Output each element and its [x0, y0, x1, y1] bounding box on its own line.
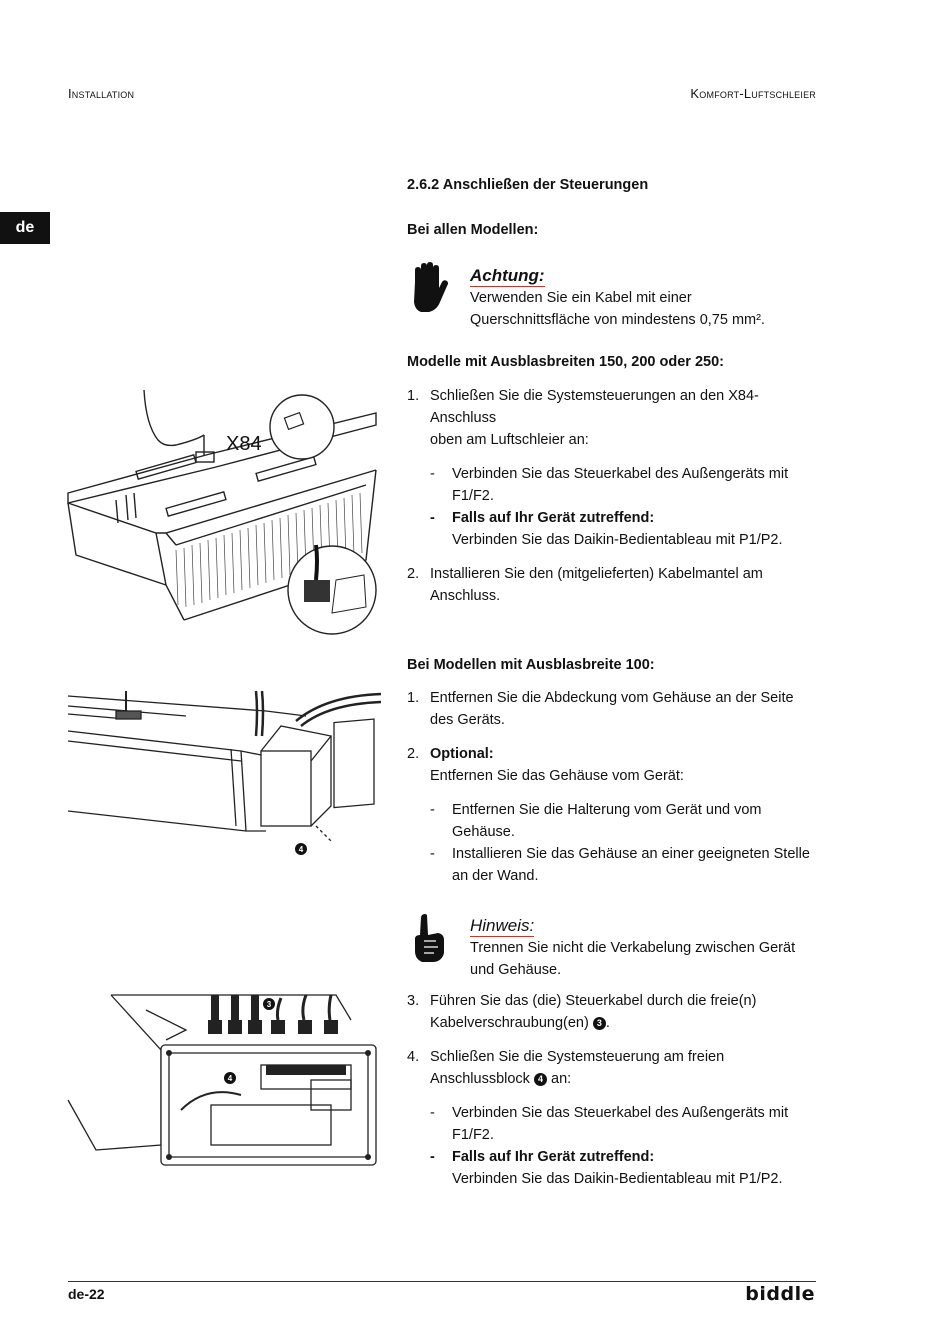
all-models-heading: Bei allen Modellen:: [407, 222, 539, 238]
footer-divider: [68, 1281, 816, 1282]
step-4-num: 4.: [407, 1049, 420, 1065]
wide-step-1-line-1: Schließen Sie die Systemsteuerungen an den X84-Anschluss: [430, 388, 759, 426]
step-4-line-2-wrap: [430, 1068, 817, 1090]
narrow-step-2-num: 2.: [407, 746, 420, 762]
wide-step-2-line-1: Installieren Sie den (mitgelieferten) Kabelmantel am: [430, 566, 763, 582]
narrow-sub-1-line-1: Entfernen Sie die Halterung vom Gerät und vom: [452, 802, 762, 818]
narrow-step-2-line-2: Entfernen Sie das Gehäuse vom Gerät:: [430, 768, 684, 784]
wide-sub-2-line-2: Verbinden Sie das Daikin-Bedientableau mit P1/P2.: [452, 532, 783, 548]
section-title: 2.6.2 Anschließen der Steuerungen: [407, 177, 649, 193]
wide-step-1-line-2: oben am Luftschleier an:: [430, 432, 589, 448]
steps-3-4-list: [407, 990, 817, 1190]
narrow-models-list: [407, 687, 817, 887]
narrow-sub-1-line-2: Gehäuse.: [452, 824, 515, 840]
hint-line-1: Trennen Sie nicht die Verkabelung zwischen Gerät: [470, 940, 796, 956]
narrow-sub-1: - Entfernen Sie die Halterung vom Gerät und vom Gehäuse.: [407, 799, 817, 843]
step4-sub-1-line-1: Verbinden Sie das Steuerkabel des Außengeräts mit: [452, 1105, 789, 1121]
narrow-step-2: [407, 743, 817, 787]
step-3-line-2-wrap: Kabelverschraubung(en) 3 .: [430, 1015, 610, 1031]
header-right: Komfort-Luftschleier: [690, 86, 816, 101]
page-number: de-22: [68, 1286, 105, 1302]
wide-models-heading: Modelle mit Ausblasbreiten 150, 200 oder 250:: [407, 354, 724, 370]
step-3: [407, 990, 817, 1034]
wide-sub-1-line-2: F1/F2.: [452, 488, 494, 504]
hand-pointing-icon: [412, 913, 446, 963]
step4-sub-2: - Falls auf Ihr Gerät zutreffend: Verbinden Sie das Daikin-Bedientableau mit P1/P2.: [407, 1146, 817, 1190]
hint-title: Hinweis:: [470, 916, 535, 935]
step-4-line-2b: an:: [551, 1071, 572, 1087]
step-4: [407, 1046, 817, 1090]
step4-sub-1-line-2: F1/F2.: [452, 1127, 494, 1143]
caution-line-2: Querschnittsfläche von mindestens 0,75 mm².: [470, 312, 765, 328]
wide-sub-1-line-1: Verbinden Sie das Steuerkabel des Außengeräts mit: [452, 466, 789, 482]
narrow-step-1-line-1: Entfernen Sie die Abdeckung vom Gehäuse an der Seite: [430, 690, 794, 706]
caution-title: Achtung:: [470, 266, 545, 285]
brand-logo: biddle: [745, 1283, 815, 1305]
callout-3-badge: 3: [593, 1017, 606, 1030]
step4-sub-2-bold: Falls auf Ihr Gerät zutreffend:: [452, 1149, 655, 1165]
step-4-line-1: Schließen Sie die Systemsteuerung am freien: [430, 1049, 725, 1065]
narrow-step-1-line-2: des Geräts.: [430, 712, 505, 728]
figure2-callout-4: 4: [298, 845, 304, 854]
wide-models-list: [407, 385, 817, 607]
figure-housing-removal: [66, 686, 381, 861]
figure3-callout-4: 4: [227, 1074, 233, 1083]
wide-step-2: [407, 563, 817, 607]
narrow-sub-2-line-1: Installieren Sie das Gehäuse an einer geeigneten Stelle: [452, 846, 810, 862]
figure-air-curtain-x84: [66, 385, 381, 635]
figure-terminal-housing: [66, 990, 381, 1175]
wide-step-2-line-2: Anschluss.: [430, 588, 501, 604]
step-4-line-2a: Anschlussblock: [430, 1071, 530, 1087]
wide-sub-2: - Falls auf Ihr Gerät zutreffend: Verbinden Sie das Daikin-Bedientableau mit P1/P2.: [407, 507, 817, 551]
narrow-step-2-bold: Optional:: [430, 746, 494, 762]
narrow-step-1-num: 1.: [407, 690, 420, 706]
language-tab: de: [0, 212, 50, 244]
wide-step-1: [407, 385, 817, 451]
caution-line-1: Verwenden Sie ein Kabel mit einer: [470, 290, 692, 306]
hint-line-2: und Gehäuse.: [470, 962, 562, 978]
narrow-sub-2: - Installieren Sie das Gehäuse an einer geeigneten Stelle an der Wand.: [407, 843, 817, 887]
figure-label-x84: X84: [226, 433, 262, 455]
wide-sub-1: - Verbinden Sie das Steuerkabel des Außengeräts mit F1/F2.: [407, 463, 817, 507]
callout-4-badge: 4: [534, 1073, 547, 1086]
step-3-num: 3.: [407, 993, 420, 1009]
figure3-callout-3: 3: [266, 1000, 272, 1009]
wide-sub-2-bold: Falls auf Ihr Gerät zutreffend:: [452, 510, 655, 526]
narrow-sub-2-line-2: an der Wand.: [452, 868, 539, 884]
step-3-line-1: Führen Sie das (die) Steuerkabel durch die freie(n): [430, 993, 757, 1009]
wide-step-1-num: 1.: [407, 388, 420, 404]
step4-sub-2-line-2: Verbinden Sie das Daikin-Bedientableau mit P1/P2.: [452, 1171, 783, 1187]
narrow-models-heading: Bei Modellen mit Ausblasbreite 100:: [407, 657, 655, 673]
hand-stop-icon: [407, 262, 449, 314]
step-3-line-2: Kabelverschraubung(en): [430, 1015, 589, 1031]
step4-sub-1: - Verbinden Sie das Steuerkabel des Außengeräts mit F1/F2.: [407, 1102, 817, 1146]
narrow-step-1: [407, 687, 817, 731]
wide-step-2-num: 2.: [407, 566, 420, 582]
header-left: Installation: [68, 86, 135, 101]
